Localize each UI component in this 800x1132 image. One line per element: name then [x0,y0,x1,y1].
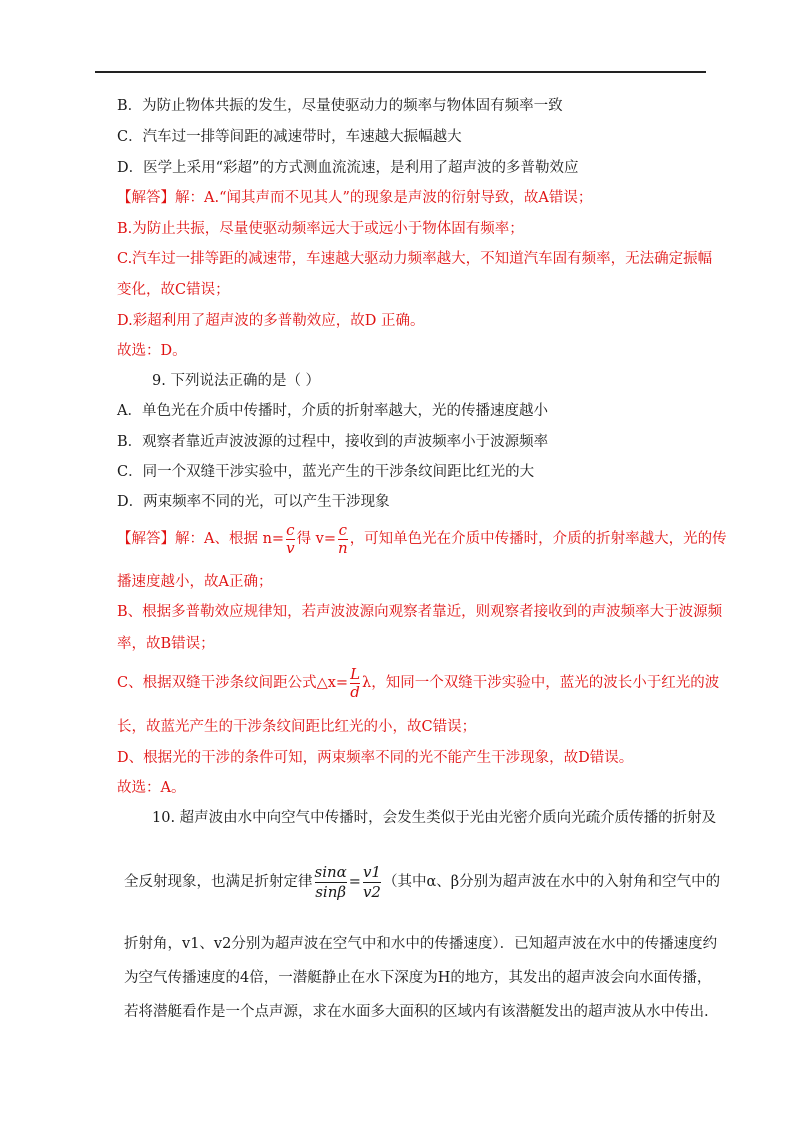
q9-option-d: D．两束频率不同的光，可以产生干涉现象 [117,494,390,510]
q9-answer-5-pre: C、根据双缝干涉条纹间距公式△x= [117,675,349,691]
frac-denominator: v2 [362,882,381,901]
formula-equals: = [348,874,361,890]
q10-line-3: 折射角，v1、v2分别为超声波在空气中和水中的传播速度）．已知超声波在水中的传播速度约 [124,936,718,952]
q9-answer-5-post: λ，知同一个双缝干涉实验中，蓝光的波长小于红光的波 [362,675,720,691]
q8-answer-line-3: C.汽车过一排等距的减速带，车速越大驱动力频率越大，不知道汽车固有频率，无法确定振幅 [117,251,713,267]
q10-line-2-post: （其中α、β分别为超声波在水中的入射角和空气中的 [382,874,721,890]
formula-l-over-d [350,666,360,701]
header-rule [95,71,706,73]
frac-denominator: v [286,538,295,557]
q10-line-5: 若将潜艇看作是一个点声源，求在水面多大面积的区域内有该潜艇发出的超声波从水中传出. [124,1004,709,1020]
q9-option-b: B．观察者靠近声波波源的过程中，接收到的声波频率小于波源频率 [117,434,549,450]
formula-c-over-n [338,522,348,557]
frac-denominator: sinβ [315,882,347,901]
q8-option-d: D．医学上采用“彩超”的方式测血流流速，是利用了超声波的多普勒效应 [117,160,579,176]
q10-line-2 [124,860,720,904]
q9-answer-line-1 [117,520,727,558]
q8-answer-line-4: 变化，故C错误； [117,282,230,298]
q9-answer-line-6: 长，故蓝光产生的干涉条纹间距比红光的小，故C错误； [117,719,477,735]
q8-option-c: C．汽车过一排等间距的减速带时，车速越大振幅越大 [117,129,462,145]
q10-line-1: 10. 超声波由水中向空气中传播时，会发生类似于光由光密介质向光疏介质传播的折射及 [152,810,717,826]
frac-denominator: n [338,538,348,557]
q8-option-b: B．为防止物体共振的发生，尽量使驱动力的频率与物体固有频率一致 [117,98,563,114]
q9-option-c: C．同一个双缝干涉实验中，蓝光产生的干涉条纹间距比红光的大 [117,464,535,480]
q9-answer-line-8: 故选：A。 [117,780,186,796]
q9-answer-line-7: D、根据光的干涉的条件可知，两束频率不同的光不能产生干涉现象，故D错误。 [117,750,634,766]
q9-answer-line-4: 率，故B错误； [117,636,215,652]
q10-line-2-pre: 全反射现象，也满足折射定律 [124,874,313,890]
formula-sin-ratio [315,863,347,902]
q9-stem: 9. 下列说法正确的是（ ） [152,373,321,389]
frac-numerator: L [350,664,361,683]
frac-numerator: sinα [314,862,347,881]
q9-answer-line-5 [117,664,719,702]
q9-answer-line-2: 播速度越小，故A正确； [117,574,273,590]
formula-velocity-ratio [363,863,381,902]
q9-answer-1-post: ，可知单色光在介质中传播时，介质的折射率越大，光的传 [349,531,727,547]
q9-answer-1-pre: 【解答】解：A、根据 n= [117,531,285,547]
q10-line-4: 为空气传播速度的4倍，一潜艇静止在水下深度为H的地方，其发出的超声波会向水面传播， [124,970,712,986]
q8-answer-line-1: 【解答】解：A.“闻其声而不见其人”的现象是声波的衍射导致，故A错误； [117,190,593,206]
frac-numerator: c [286,520,295,539]
q8-answer-line-5: D.彩超利用了超声波的多普勒效应，故D 正确。 [117,313,425,329]
q9-option-a: A．单色光在介质中传播时，介质的折射率越大，光的传播速度越小 [117,403,548,419]
frac-numerator: v1 [362,862,381,881]
q8-answer-line-6: 故选：D。 [117,343,187,359]
q8-answer-line-2: B.为防止共振，尽量使驱动频率远大于或远小于物体固有频率； [117,221,524,237]
frac-numerator: c [338,520,348,539]
frac-denominator: d [350,682,360,701]
q9-answer-1-mid: 得 v= [296,531,337,547]
q9-answer-line-3: B、根据多普勒效应规律知，若声波波源向观察者靠近，则观察者接收到的声波频率大于波源频 [117,604,723,620]
formula-c-over-v [286,522,294,557]
